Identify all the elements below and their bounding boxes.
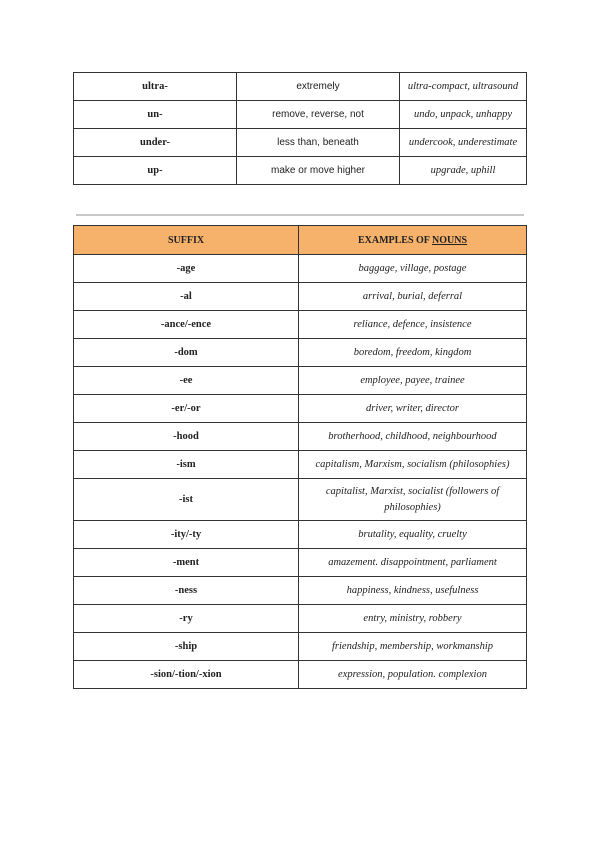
examples-cell: arrival, burial, deferral <box>299 283 527 311</box>
meaning-cell: make or move higher <box>237 157 400 185</box>
table-row <box>74 157 527 185</box>
prefix-table <box>73 72 527 185</box>
table-row <box>74 283 527 311</box>
suffix-cell: -ry <box>74 605 299 633</box>
table-row <box>74 661 527 689</box>
suffix-column-header: SUFFIX <box>74 226 299 255</box>
suffix-table <box>73 225 527 689</box>
suffix-cell: -ist <box>74 479 299 521</box>
suffix-cell: -dom <box>74 339 299 367</box>
examples-cell: reliance, defence, insistence <box>299 311 527 339</box>
table-row <box>74 367 527 395</box>
examples-cell: boredom, freedom, kingdom <box>299 339 527 367</box>
suffix-cell: -sion/-tion/-xion <box>74 661 299 689</box>
suffix-cell: -ism <box>74 451 299 479</box>
suffix-cell: -hood <box>74 423 299 451</box>
examples-cell: ultra-compact, ultrasound <box>400 73 527 101</box>
examples-cell: friendship, membership, workmanship <box>299 633 527 661</box>
examples-cell: undo, unpack, unhappy <box>400 101 527 129</box>
suffix-cell: -ment <box>74 549 299 577</box>
suffix-cell: -ance/-ence <box>74 311 299 339</box>
suffix-cell: -ship <box>74 633 299 661</box>
meaning-cell: remove, reverse, not <box>237 101 400 129</box>
suffix-cell: -al <box>74 283 299 311</box>
examples-cell: employee, payee, trainee <box>299 367 527 395</box>
suffix-cell: -ness <box>74 577 299 605</box>
table-row <box>74 521 527 549</box>
suffix-cell: -age <box>74 255 299 283</box>
table-row <box>74 129 527 157</box>
examples-cell: brutality, equality, cruelty <box>299 521 527 549</box>
examples-column-header <box>299 226 527 255</box>
nouns-emphasis: NOUNS <box>432 234 468 246</box>
examples-cell: entry, ministry, robbery <box>299 605 527 633</box>
table-row <box>74 577 527 605</box>
prefix-cell: up- <box>74 157 237 185</box>
examples-cell: amazement. disappointment, parliament <box>299 549 527 577</box>
examples-cell: driver, writer, director <box>299 395 527 423</box>
table-row <box>74 479 527 521</box>
examples-cell: brotherhood, childhood, neighbourhood <box>299 423 527 451</box>
table-row <box>74 255 527 283</box>
prefix-cell: under- <box>74 129 237 157</box>
examples-cell: expression, population. complexion <box>299 661 527 689</box>
examples-cell: happiness, kindness, usefulness <box>299 577 527 605</box>
table-row <box>74 423 527 451</box>
suffix-cell: -er/-or <box>74 395 299 423</box>
examples-cell: upgrade, uphill <box>400 157 527 185</box>
table-row <box>74 73 527 101</box>
table-header-row <box>74 226 527 255</box>
prefix-cell: ultra- <box>74 73 237 101</box>
table-row <box>74 395 527 423</box>
suffix-cell: -ity/-ty <box>74 521 299 549</box>
table-row <box>74 311 527 339</box>
table-row <box>74 633 527 661</box>
examples-cell: undercook, underestimate <box>400 129 527 157</box>
table-row <box>74 605 527 633</box>
examples-cell: capitalism, Marxism, socialism (philosophies) <box>299 451 527 479</box>
examples-cell: baggage, village, postage <box>299 255 527 283</box>
prefix-cell: un- <box>74 101 237 129</box>
examples-header-label: EXAMPLES OF <box>357 234 433 246</box>
examples-cell: capitalist, Marxist, socialist (followers of philosophies) <box>299 479 527 521</box>
table-row <box>74 339 527 367</box>
table-row <box>74 101 527 129</box>
meaning-cell: extremely <box>237 73 400 101</box>
suffix-cell: -ee <box>74 367 299 395</box>
meaning-cell: less than, beneath <box>237 129 400 157</box>
table-row <box>74 451 527 479</box>
section-divider <box>76 214 524 216</box>
table-row <box>74 549 527 577</box>
